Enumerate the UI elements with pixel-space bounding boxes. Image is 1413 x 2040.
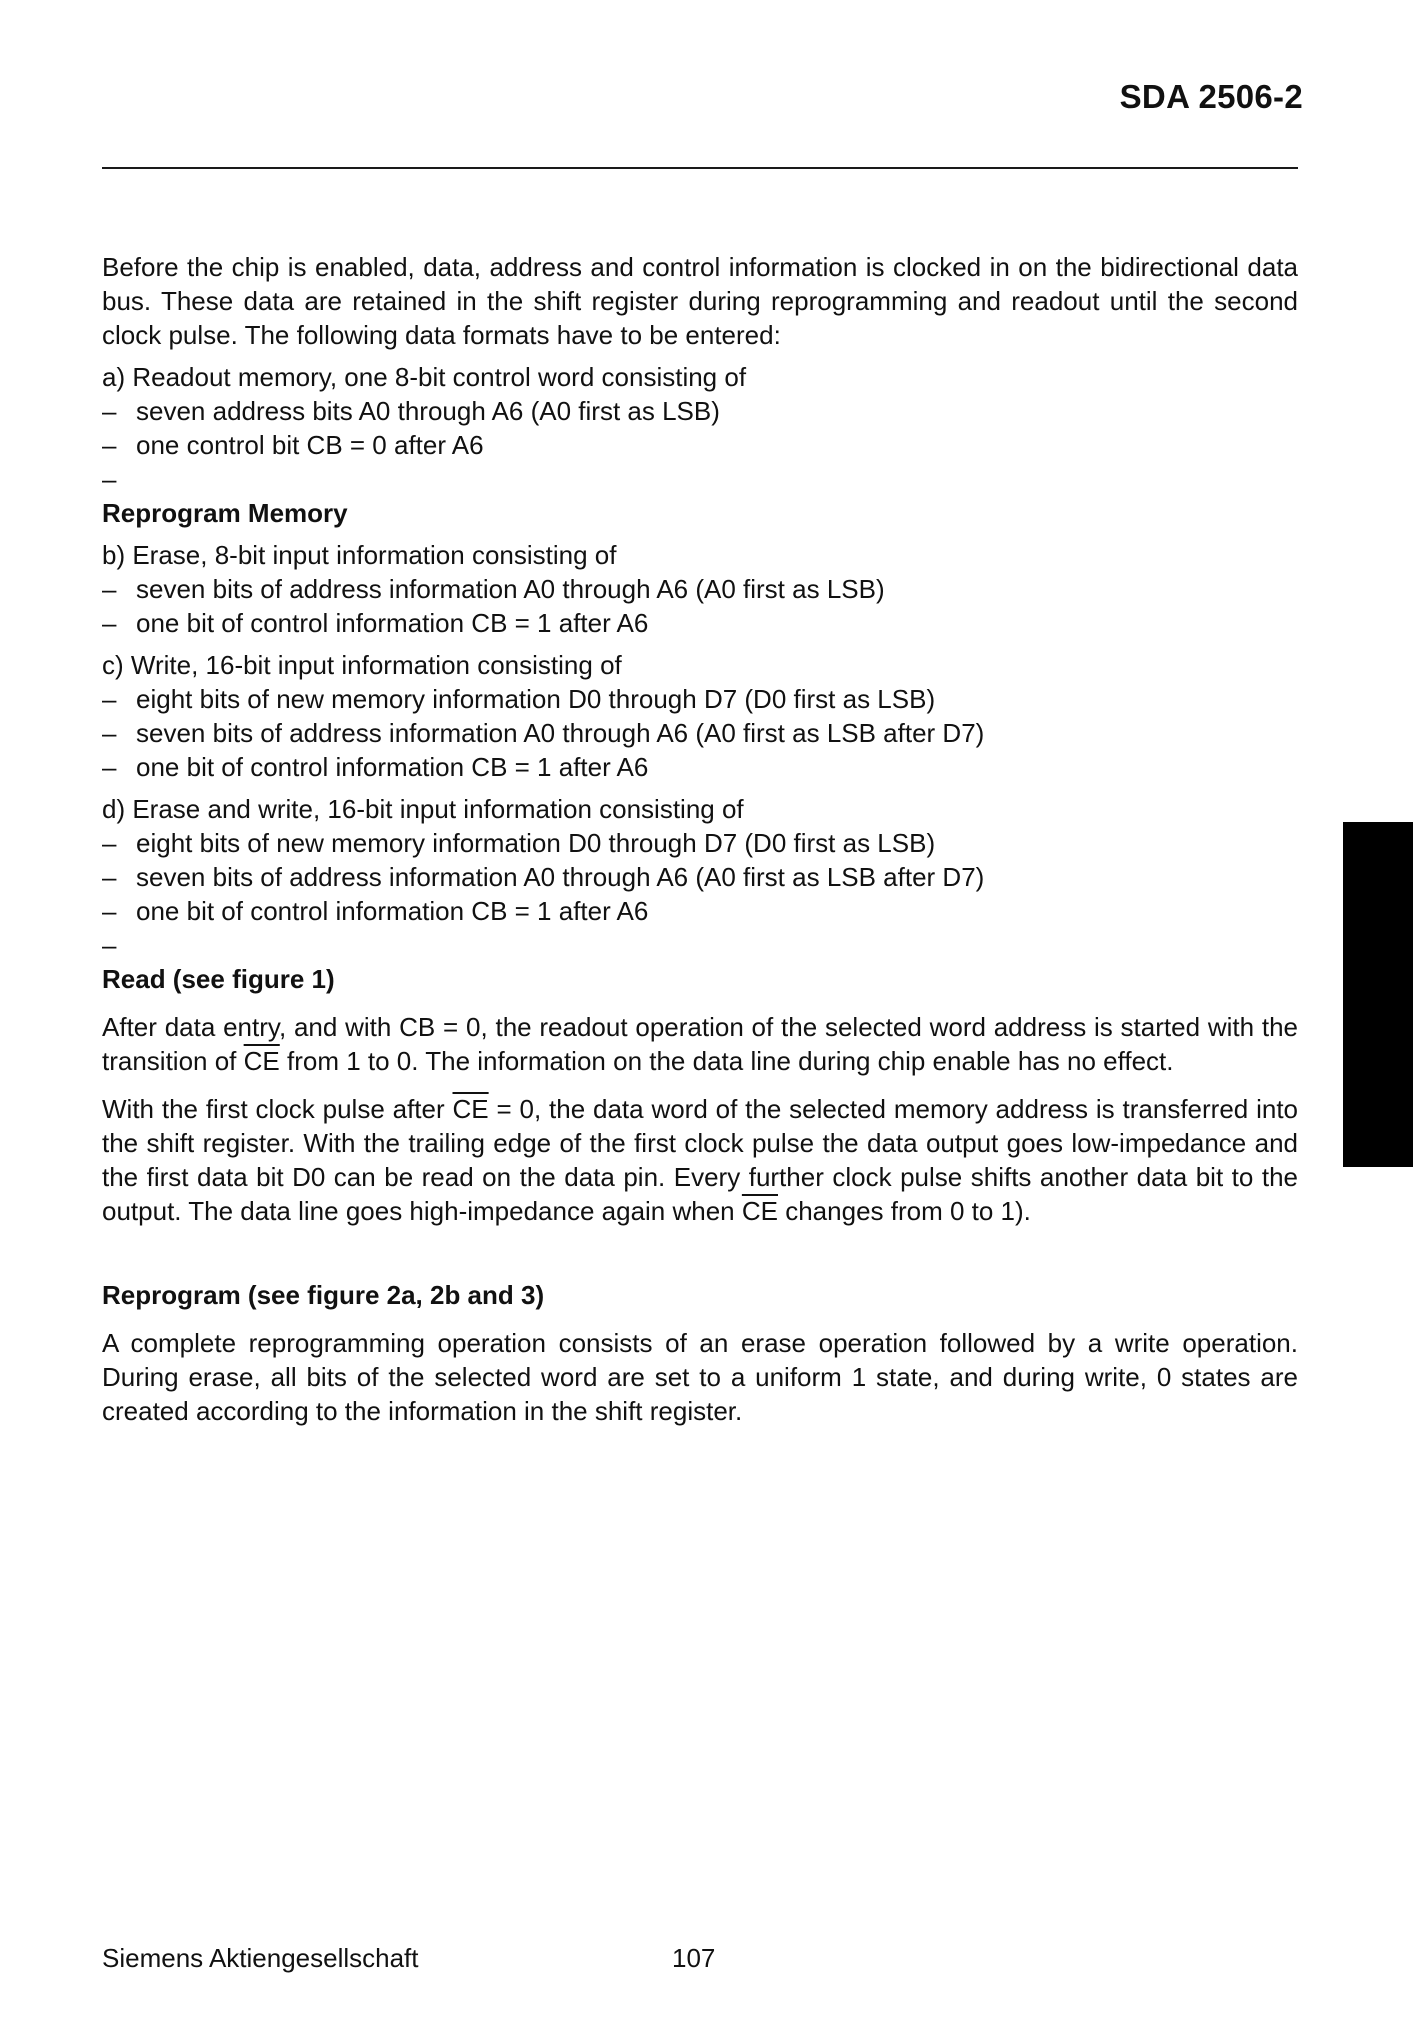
text-run: With the first clock pulse after [102,1094,453,1124]
text-run: changes from 0 to 1). [778,1196,1031,1226]
section-b [102,538,1298,640]
list-item-text: one bit of control information CB = 1 after A6 [136,896,649,926]
dash-bullet: – [102,464,117,494]
reprogram-heading: Reprogram (see figure 2a, 2b and 3) [102,1280,545,1310]
page-number: 107 [672,1943,716,1973]
reprogram-paragraph: A complete reprogramming operation consists of an erase operation followed by a write operation. During erase, all bits of the selected word are set to a uniform 1 state, and during write, 0 states are created according to the information in the shift register. [102,1328,1298,1426]
list-item [102,860,1298,894]
list-item [102,572,1298,606]
section-d [102,792,1298,960]
reprogram-memory-heading: Reprogram Memory [102,498,348,528]
text-run: = 0, the data word of the selected memory address is transferred into the shift register. With the trailing edge of the first clock pulse the data output goes low-impedance and the first data bit D0 can be read on the data pin. Every further clock pulse shifts another data bit to the output. The data line goes high-impedance again when [102,1094,1298,1226]
intro-paragraph: Before the chip is enabled, data, address and control information is clocked in on the bidirectional data bus. These data are retained in the shift register during reprogramming and readout until the second clock pulse. The following data formats have to be entered: [102,252,1298,350]
list-item [102,428,1298,462]
ce-signal: $\overline{CE}$ [452,1094,489,1124]
dash-bullet: – [102,684,117,714]
text-run: from 1 to 0. The information on the data line during chip enable has no effect. [279,1046,1174,1076]
section-c [102,648,1298,784]
dash-bullet: – [102,828,117,858]
ce-signal: $\overline{CE}$ [243,1046,280,1076]
list-item [102,606,1298,640]
list-item-text: seven bits of address information A0 through A6 (A0 first as LSB after D7) [136,862,985,892]
read-paragraph-1 [102,1010,1298,1078]
dash-bullet: – [102,862,117,892]
section-d-title: d) Erase and write, 16-bit input information consisting of [102,794,744,824]
dash-bullet: – [102,718,117,748]
text-run: After data entry, and with CB = 0, the readout operation of the selected word address is started with the transition of [102,1012,1298,1076]
document-id: SDA 2506-2 [1119,78,1303,115]
dash-bullet: – [102,574,117,604]
ce-signal: $\overline{CE}$ [741,1196,778,1226]
section-a-title: a) Readout memory, one 8-bit control word consisting of [102,362,747,392]
list-item [102,894,1298,928]
list-item-text: eight bits of new memory information D0 through D7 (D0 first as LSB) [136,828,936,858]
read-heading: Read (see figure 1) [102,964,335,994]
dash-bullet: – [102,608,117,638]
dash-bullet: – [102,896,117,926]
dash-bullet: – [102,396,117,426]
list-item [102,826,1298,860]
footer-company: Siemens Aktiengesellschaft [102,1943,419,1973]
list-item [102,394,1298,428]
dash-bullet: – [102,430,117,460]
section-c-title: c) Write, 16-bit input information consisting of [102,650,622,680]
list-item [102,682,1298,716]
list-item-text: one bit of control information CB = 1 after A6 [136,608,649,638]
list-item-text: eight bits of new memory information D0 through D7 (D0 first as LSB) [136,684,936,714]
section-a [102,360,1298,494]
page-body [102,250,1298,1428]
header-rule [102,167,1298,169]
list-item-text: one bit of control information CB = 1 after A6 [136,752,649,782]
list-item [102,716,1298,750]
read-paragraph-2 [102,1092,1298,1228]
list-item-text: seven bits of address information A0 through A6 (A0 first as LSB) [136,574,885,604]
dash-bullet: – [102,930,117,960]
section-tab-marker [1343,822,1413,1167]
dash-bullet: – [102,752,117,782]
list-item-text: one control bit CB = 0 after A6 [136,430,484,460]
section-b-title: b) Erase, 8-bit input information consisting of [102,540,617,570]
list-item-text: seven address bits A0 through A6 (A0 first as LSB) [136,396,720,426]
list-item-text: seven bits of address information A0 through A6 (A0 first as LSB after D7) [136,718,985,748]
list-item [102,750,1298,784]
